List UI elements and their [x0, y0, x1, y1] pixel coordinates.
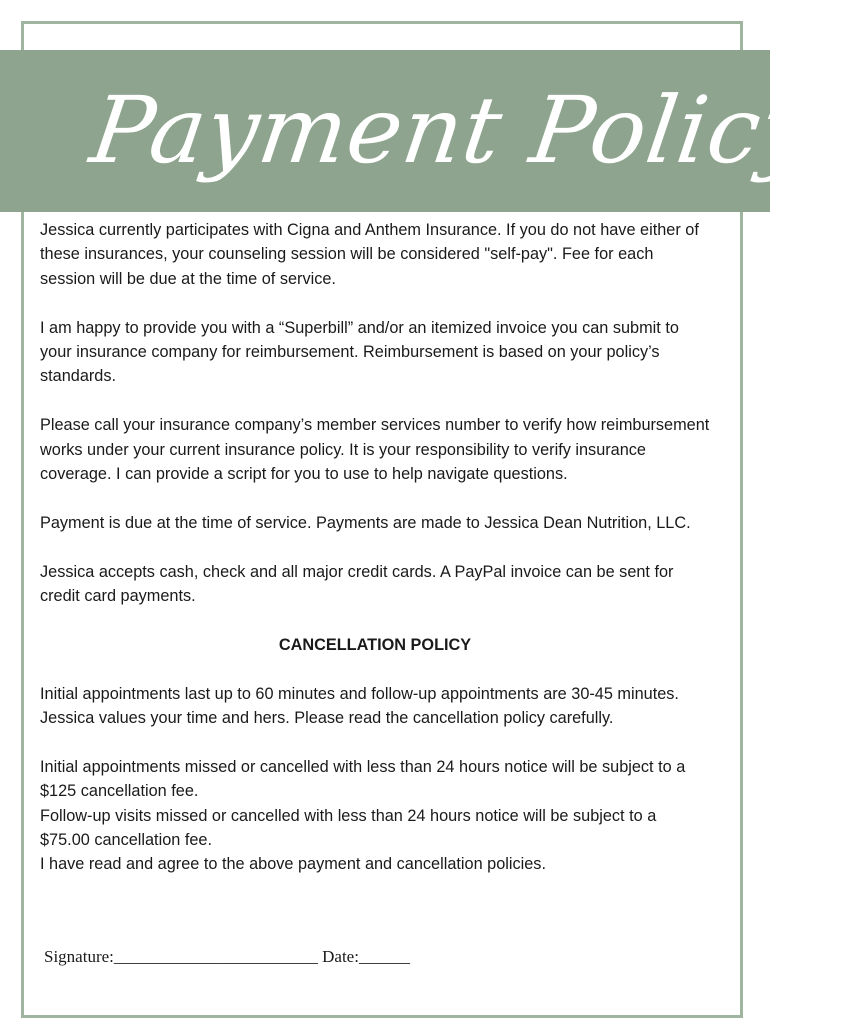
insurance-paragraph: Jessica currently participates with Cigna and Anthem Insurance. If you do not have either of these insurances, your counseling session will be considered "self-pay". Fee for each session will be due at the time of service.: [40, 221, 699, 288]
agreement-statement: I have read and agree to the above payment and cancellation policies.: [40, 855, 546, 874]
verify-coverage-paragraph: Please call your insurance company’s member services number to verify how reimbursement works under your current insurance policy. It is your responsibility to verify insurance coverage. I can provide a script for you to use to help navigate questions.: [40, 416, 710, 484]
initial-cancellation-fee: Initial appointments missed or cancelled with less than 24 hours notice will be subject to a $125 cancellation fee.: [40, 757, 686, 801]
followup-cancellation-fee: Follow-up visits missed or cancelled with less than 24 hours notice will be subject to a $75.00 cancellation fee.: [40, 806, 657, 850]
payment-methods-paragraph: Jessica accepts cash, check and all major credit cards. A PayPal invoice can be sent for credit card payments.: [40, 562, 674, 606]
page-title: Payment Policy:: [84, 77, 854, 184]
payment-due-paragraph: Payment is due at the time of service. Payments are made to Jessica Dean Nutrition, LLC.: [40, 513, 691, 532]
policy-content: [40, 218, 710, 877]
cancellation-heading: CANCELLATION POLICY: [278, 635, 472, 654]
cancellation-intro: Initial appointments last up to 60 minutes and follow-up appointments are 30-45 minutes. Jessica values your time and hers. Please read the cancellation policy carefully.: [40, 684, 679, 728]
superbill-paragraph: I am happy to provide you with a “Superbill” and/or an itemized invoice you can submit to your insurance company for reimbursement. Reimbursement is based on your policy’s standards.: [40, 318, 679, 386]
signature-date-line[interactable]: Signature:________________________ Date:______: [44, 947, 410, 966]
